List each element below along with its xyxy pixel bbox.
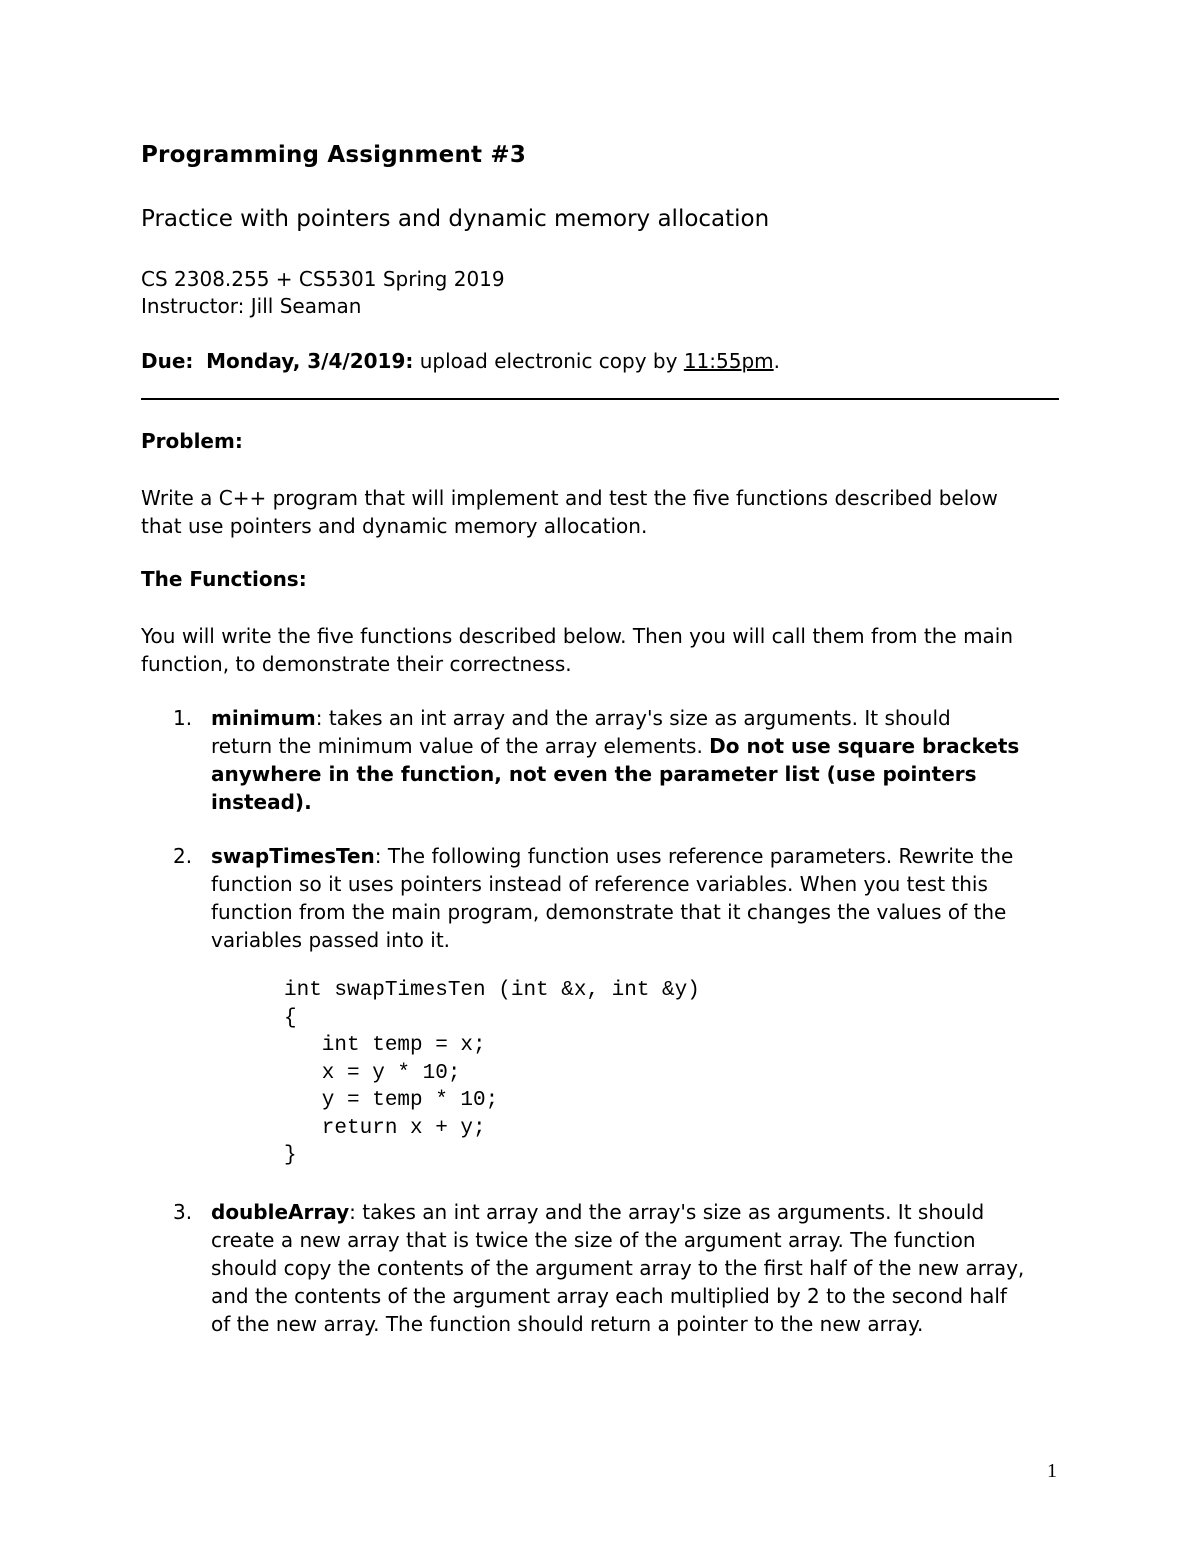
code-line: y = temp * 10; bbox=[284, 1089, 499, 1112]
function-name: swapTimesTen bbox=[211, 844, 375, 868]
course-line: CS 2308.255 + CS5301 Spring 2019 bbox=[141, 267, 505, 291]
functions-paragraph bbox=[141, 622, 1013, 678]
problem-heading: Problem: bbox=[141, 429, 243, 453]
item-text: should copy the contents of the argument array to the first half of the new array, bbox=[211, 1256, 1025, 1280]
item-text: : takes an int array and the array's size as arguments. It should bbox=[349, 1200, 985, 1224]
due-line bbox=[141, 347, 780, 375]
code-line: x = y * 10; bbox=[284, 1061, 461, 1085]
item-text: of the new array. The function should return a pointer to the new array. bbox=[211, 1312, 924, 1336]
item-text: and the contents of the argument array each multiplied by 2 to the second half bbox=[211, 1284, 1007, 1308]
problem-line: that use pointers and dynamic memory allocation. bbox=[141, 514, 648, 538]
item-text: variables passed into it. bbox=[211, 928, 451, 952]
item-emphasis: instead). bbox=[211, 790, 312, 814]
function-name: minimum bbox=[211, 706, 316, 730]
page-number: 1 bbox=[1047, 1460, 1057, 1482]
horizontal-divider bbox=[141, 398, 1059, 400]
code-line: int temp = x; bbox=[284, 1034, 486, 1057]
functions-heading: The Functions: bbox=[141, 567, 307, 591]
item-text: return the minimum value of the array elements. bbox=[211, 734, 710, 758]
document-subtitle: Practice with pointers and dynamic memory allocation bbox=[141, 206, 770, 232]
instructor-line: Instructor: Jill Seaman bbox=[141, 294, 362, 318]
item-emphasis: Do not use square brackets bbox=[709, 734, 1020, 758]
functions-line: You will write the five functions described below. Then you will call them from the main bbox=[141, 624, 1014, 648]
function-name: doubleArray bbox=[211, 1200, 350, 1224]
due-end: . bbox=[773, 349, 780, 373]
code-line: int swapTimesTen (int &x, int &y) bbox=[284, 979, 700, 1002]
document-title: Programming Assignment #3 bbox=[141, 142, 527, 168]
item-text: function from the main program, demonstrate that it changes the values of the bbox=[211, 900, 1007, 924]
code-line: { bbox=[284, 1006, 297, 1030]
due-text: upload electronic copy by bbox=[413, 349, 684, 373]
due-date: Monday, 3/4/2019: bbox=[206, 349, 414, 373]
list-item-body bbox=[211, 704, 1019, 816]
item-emphasis: anywhere in the function, not even the parameter list (use pointers bbox=[211, 762, 977, 786]
list-item-body bbox=[211, 1198, 1024, 1338]
problem-paragraph bbox=[141, 484, 998, 540]
problem-line: Write a C++ program that will implement and test the five functions described below bbox=[141, 486, 998, 510]
list-item-number: 3. bbox=[173, 1200, 193, 1224]
due-label: Due: bbox=[141, 349, 194, 373]
item-text: : The following function uses reference parameters. Rewrite the bbox=[374, 844, 1014, 868]
code-line: } bbox=[284, 1144, 297, 1167]
item-text: function so it uses pointers instead of reference variables. When you test this bbox=[211, 872, 988, 896]
list-item-body bbox=[211, 842, 1013, 954]
due-time: 11:55pm bbox=[683, 349, 774, 373]
code-block bbox=[284, 977, 700, 1170]
item-text: create a new array that is twice the size of the argument array. The function bbox=[211, 1228, 976, 1252]
item-text: : takes an int array and the array's size as arguments. It should bbox=[315, 706, 951, 730]
list-item-number: 1. bbox=[173, 706, 193, 730]
code-line: return x + y; bbox=[284, 1116, 486, 1140]
list-item-number: 2. bbox=[173, 844, 193, 868]
functions-line: function, to demonstrate their correctness. bbox=[141, 652, 572, 676]
